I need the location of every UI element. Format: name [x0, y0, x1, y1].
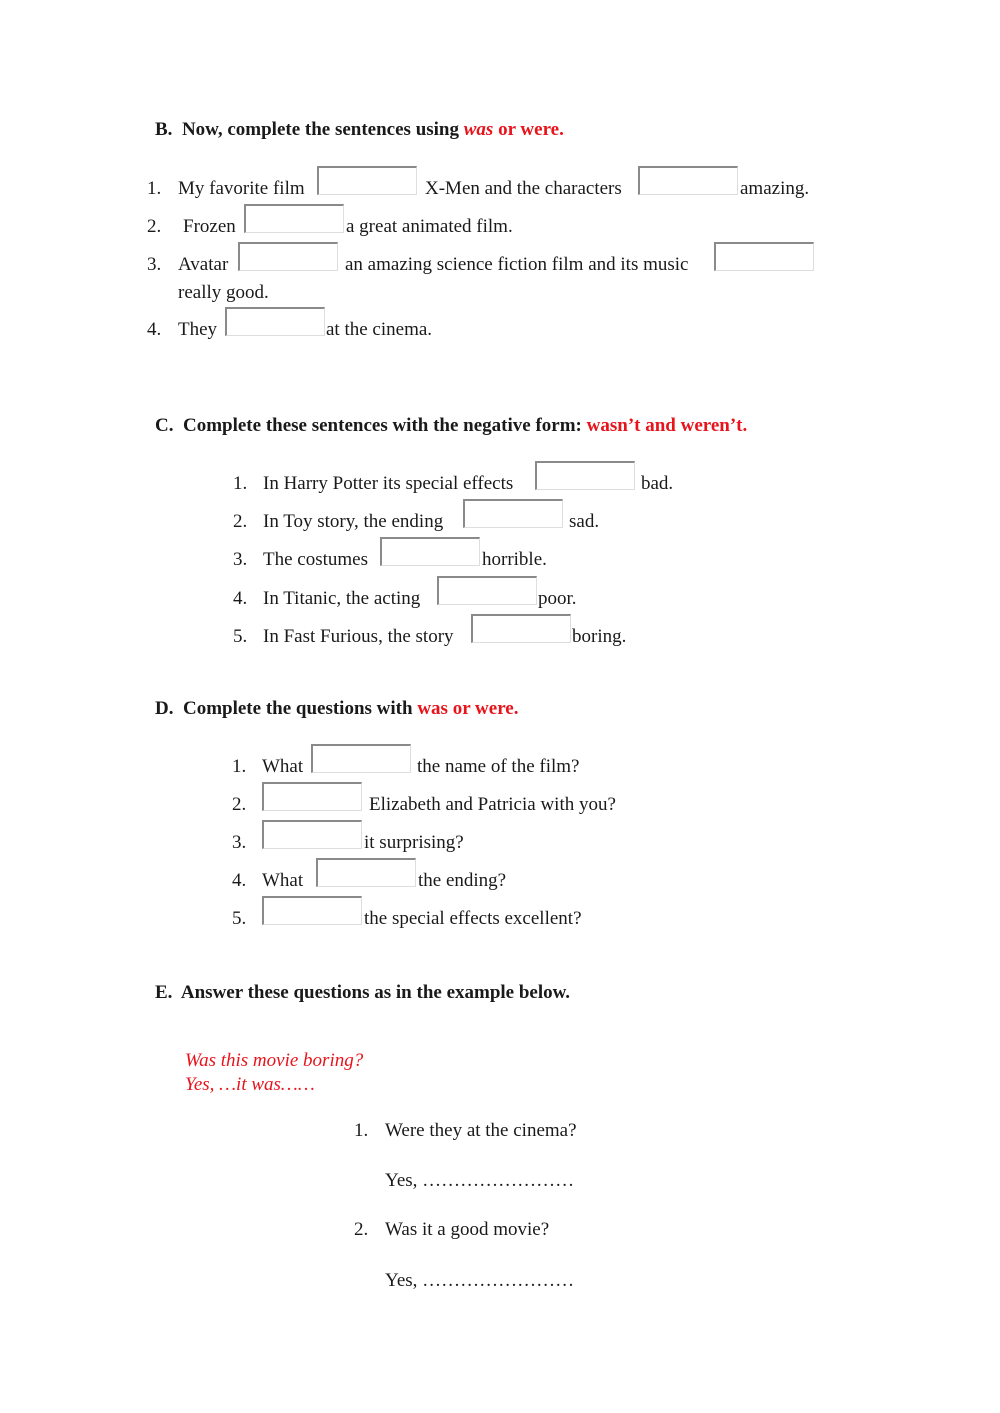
section-c-letter: C.: [155, 415, 174, 436]
e1-number: 1.: [354, 1120, 369, 1141]
b3-answer-blank-2[interactable]: [714, 242, 814, 271]
b1-text-1: My favorite film: [178, 178, 305, 199]
section-e-letter: E.: [155, 982, 173, 1003]
d2-number: 2.: [232, 794, 247, 815]
b3-text-3: really good.: [178, 282, 269, 303]
b3-text-2: an amazing science fiction film and its music: [345, 254, 689, 275]
b1-answer-blank-1[interactable]: [317, 166, 417, 195]
d4-answer-blank[interactable]: [316, 858, 416, 887]
e1-question: Were they at the cinema?: [385, 1120, 577, 1141]
d1-number: 1.: [232, 756, 247, 777]
c4-number: 4.: [233, 588, 248, 609]
c1-text-1: In Harry Potter its special effects: [263, 473, 514, 494]
b1-text-3: amazing.: [740, 178, 810, 199]
c4-text-1: In Titanic, the acting: [263, 588, 421, 609]
c1-answer-blank[interactable]: [535, 461, 635, 490]
b3-answer-blank-1[interactable]: [238, 242, 338, 271]
b4-answer-blank[interactable]: [225, 307, 325, 336]
d2-answer-blank[interactable]: [262, 782, 362, 811]
d4-text-1: What: [262, 870, 304, 891]
section-d-letter: D.: [155, 698, 174, 719]
d2-text-2: Elizabeth and Patricia with you?: [369, 794, 616, 815]
section-b-letter: B.: [155, 119, 173, 140]
c4-answer-blank[interactable]: [437, 576, 537, 605]
example-answer: Yes, …it was……: [185, 1074, 315, 1095]
c5-text-2: boring.: [572, 626, 627, 647]
section-b-heading-text: Now, complete the sentences using: [181, 119, 464, 140]
d5-text-2: the special effects excellent?: [364, 908, 582, 929]
d3-number: 3.: [232, 832, 247, 853]
c4-text-2: poor.: [538, 588, 577, 609]
c2-text-2: sad.: [569, 511, 600, 532]
c2-text-1: In Toy story, the ending: [263, 511, 444, 532]
c5-number: 5.: [233, 626, 248, 647]
d1-text-2: the name of the film?: [417, 756, 580, 777]
c2-answer-blank[interactable]: [463, 499, 563, 528]
d4-number: 4.: [232, 870, 247, 891]
e1-answer-line[interactable]: Yes, ……………………: [385, 1170, 575, 1191]
b2-text-2: a great animated film.: [346, 216, 513, 237]
e2-question: Was it a good movie?: [385, 1219, 550, 1240]
b1-answer-blank-2[interactable]: [638, 166, 738, 195]
b2-answer-blank[interactable]: [244, 204, 344, 233]
d1-answer-blank[interactable]: [311, 744, 411, 773]
section-d-heading: [155, 698, 518, 720]
section-c-heading-text: Complete these sentences with the negative form:: [182, 415, 587, 436]
c3-text-1: The costumes: [263, 549, 369, 570]
section-c-heading: [155, 415, 747, 437]
section-b-heading: [155, 119, 564, 141]
d3-text-2: it surprising?: [364, 832, 464, 853]
c3-text-2: horrible.: [482, 549, 547, 570]
section-d-heading-red: was or were.: [417, 698, 519, 719]
b2-number: 2.: [147, 216, 162, 237]
b1-number: 1.: [147, 178, 162, 199]
c3-answer-blank[interactable]: [380, 537, 480, 566]
b4-text-1: They: [178, 319, 218, 340]
d4-text-2: the ending?: [418, 870, 507, 891]
c1-number: 1.: [233, 473, 248, 494]
b3-text-1: Avatar: [178, 254, 229, 275]
e2-answer-line[interactable]: Yes, ……………………: [385, 1270, 575, 1291]
b4-number: 4.: [147, 319, 162, 340]
d5-answer-blank[interactable]: [262, 896, 362, 925]
e2-number: 2.: [354, 1219, 369, 1240]
section-d-heading-text: Complete the questions with: [182, 698, 418, 719]
section-c-heading-red: wasn’t and weren’t.: [586, 415, 748, 436]
c1-text-2: bad.: [641, 473, 674, 494]
section-e-heading-text: Answer these questions as in the example below.: [180, 982, 571, 1003]
b1-text-2: X-Men and the characters: [425, 178, 622, 199]
example-question: Was this movie boring?: [185, 1050, 364, 1071]
section-b-heading-was: was: [463, 119, 494, 140]
c3-number: 3.: [233, 549, 248, 570]
section-b-heading-were: or were.: [493, 119, 564, 140]
c2-number: 2.: [233, 511, 248, 532]
c5-text-1: In Fast Furious, the story: [263, 626, 454, 647]
d3-answer-blank[interactable]: [262, 820, 362, 849]
d1-text-1: What: [262, 756, 304, 777]
d5-number: 5.: [232, 908, 247, 929]
c5-answer-blank[interactable]: [471, 614, 571, 643]
b4-text-2: at the cinema.: [326, 319, 433, 340]
b3-number: 3.: [147, 254, 162, 275]
b2-text-1: Frozen: [183, 216, 236, 237]
section-e-heading: [155, 982, 570, 1004]
